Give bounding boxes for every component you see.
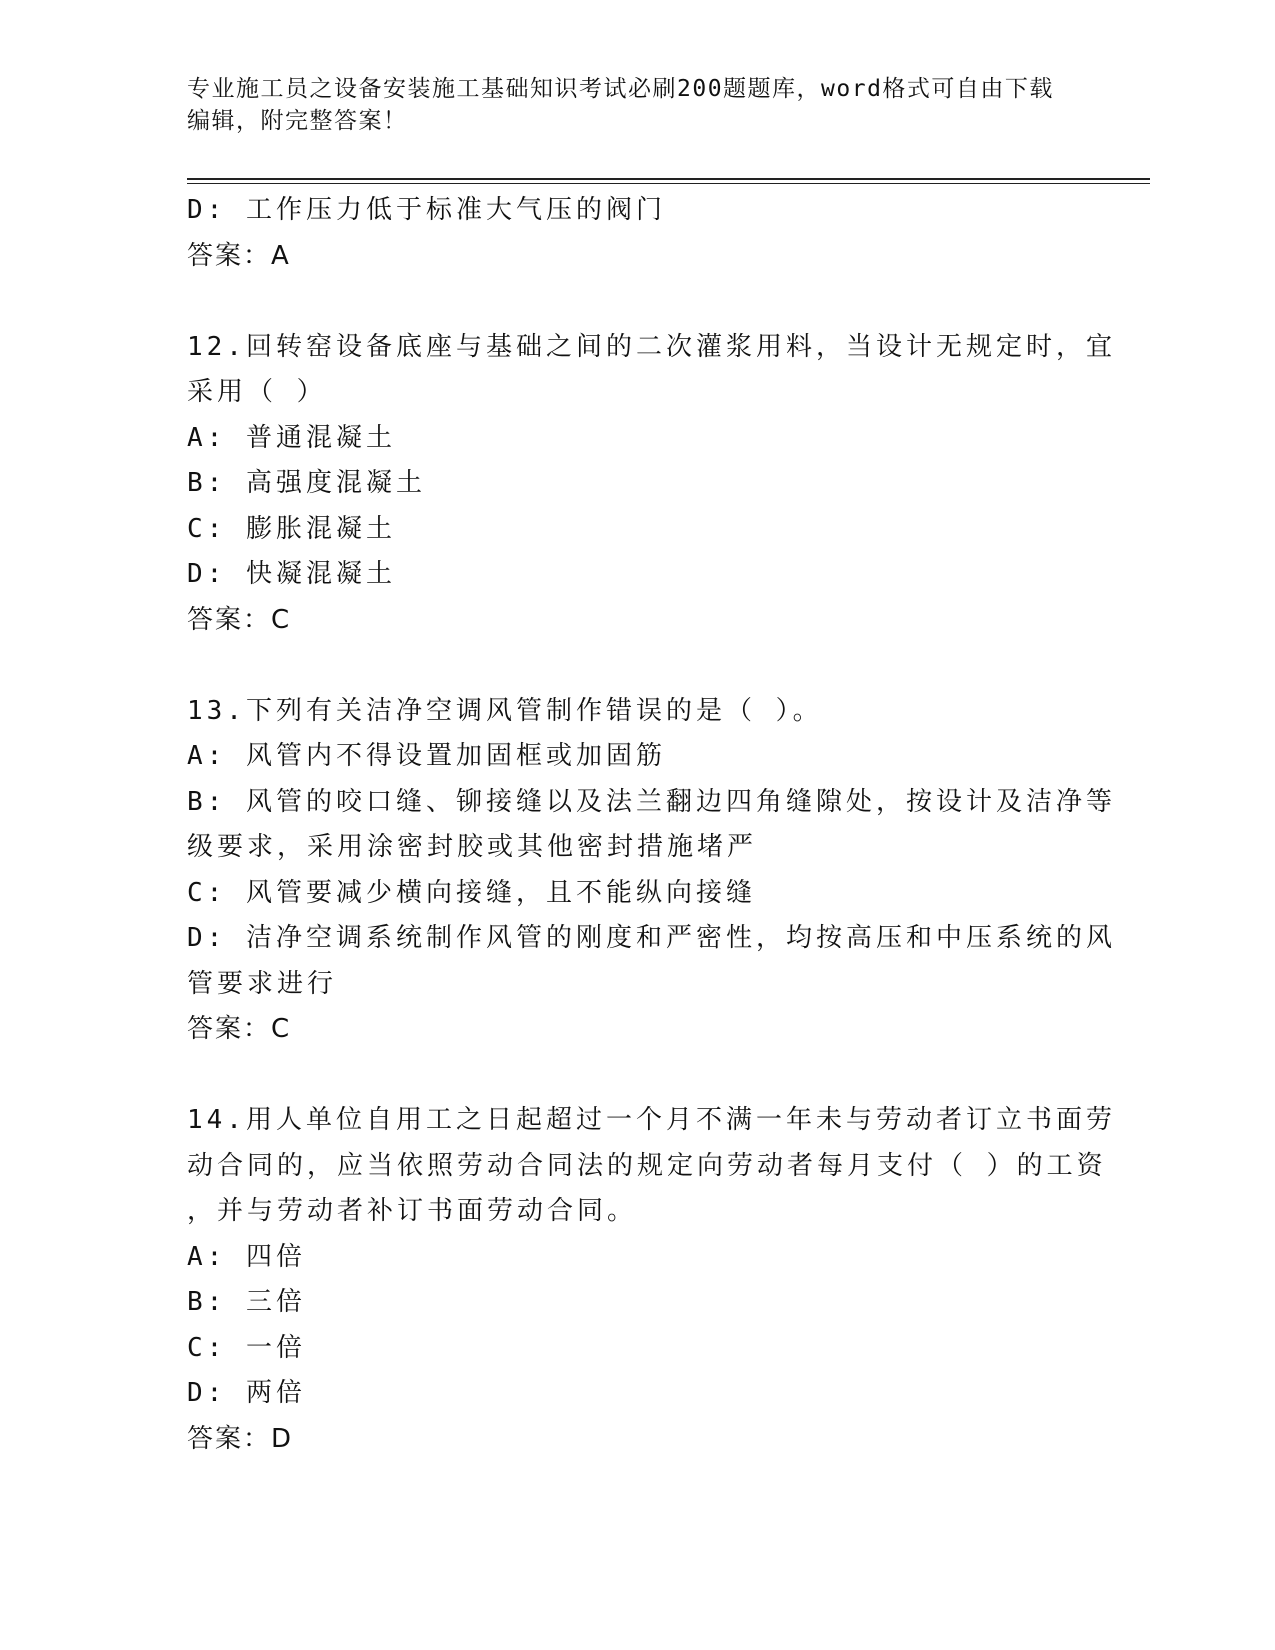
option-a: A: 四倍	[187, 1241, 306, 1272]
header-divider-thin	[187, 183, 1150, 184]
option-a: A: 普通混凝土	[187, 422, 396, 453]
question-stem: 14.用人单位自用工之日起超过一个月不满一年未与劳动者订立书面劳	[187, 1105, 1116, 1135]
option-b: B: 高强度混凝土	[187, 468, 426, 498]
answer: 答案：D	[187, 1423, 294, 1454]
question-stem: 13.下列有关洁净空调风管制作错误的是（ ）。	[187, 695, 823, 726]
question-stem: 采用（ ）	[187, 377, 327, 407]
spacer	[187, 1053, 1087, 1099]
option-b: B: 三倍	[187, 1287, 306, 1317]
option-c: C: 一倍	[187, 1332, 306, 1363]
option-b-continued: 级要求，采用涂密封胶或其他密封措施堵严	[187, 832, 758, 862]
option-d: D: 两倍	[187, 1378, 306, 1408]
answer: 答案：A	[187, 240, 291, 271]
question-13	[187, 689, 1116, 1053]
header-title-line-2: 编辑，附完整答案！	[187, 108, 408, 134]
question-stem: 动合同的，应当依照劳动合同法的规定向劳动者每月支付（ ）的工资	[187, 1150, 1107, 1181]
question-11-fragment	[187, 188, 1087, 279]
question-stem: 12.回转窑设备底座与基础之间的二次灌浆用料，当设计无规定时，宜	[187, 331, 1116, 362]
option-d: D: 洁净空调系统制作风管的刚度和严密性，均按高压和中压系统的风	[187, 923, 1116, 953]
question-14	[187, 1098, 1116, 1462]
spacer	[187, 643, 1087, 689]
document-header	[187, 73, 1087, 137]
option-d: D: 工作压力低于标准大气压的阀门	[187, 195, 666, 225]
question-stem: ，并与劳动者补订书面劳动合同。	[187, 1196, 638, 1226]
answer: 答案：C	[187, 604, 292, 635]
option-a: A: 风管内不得设置加固框或加固筋	[187, 741, 666, 771]
option-c: C: 风管要减少横向接缝，且不能纵向接缝	[187, 877, 756, 908]
answer: 答案：C	[187, 1014, 292, 1044]
question-12	[187, 325, 1116, 644]
spacer	[187, 279, 1087, 325]
option-c: C: 膨胀混凝土	[187, 513, 396, 544]
header-divider-thick	[187, 178, 1150, 180]
document-body	[187, 188, 1116, 1462]
header-title-line-1: 专业施工员之设备安装施工基础知识考试必刷200题题库，word格式可自由下载	[187, 76, 1054, 102]
option-d-continued: 管要求进行	[187, 968, 338, 999]
option-b: B: 风管的咬口缝、铆接缝以及法兰翻边四角缝隙处，按设计及洁净等	[187, 786, 1116, 817]
option-d: D: 快凝混凝土	[187, 559, 396, 589]
